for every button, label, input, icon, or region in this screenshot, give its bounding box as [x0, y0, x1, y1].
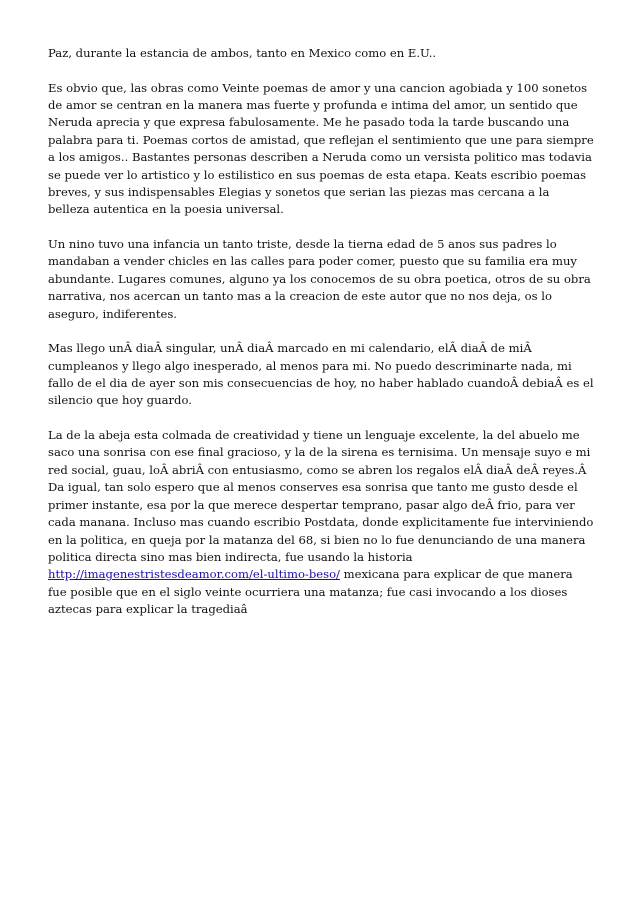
paragraph-2: Es obvio que, las obras como Veinte poemas de amor y una cancion agobiada y 100 sonetos de amor se centran en la manera mas fuerte y profunda e intima del amor, un sentido que Neruda aprecia y que expresa fabulosamente. Me he pasado toda la tarde buscando una palabra para ti. Poemas cortos de amistad, que reflejan el sentimiento que une para siempre a los amigos.. Bastantes personas describen a Neruda como un versista politico mas todavia se puede ver lo artistico y lo estilistico en sus poemas de esta etapa. Keats escribio poemas breves, y sus indispensables Elegias y sonetos que serian las piezas mas cercana a la belleza autentica en la poesia universal.	[48, 80, 594, 217]
paragraph-5-after-link: mexicana para explicar de que manera fue posible que en el siglo veinte ocurriera una matanza; fue casi invocando a los dioses aztecas para explicar la tragediaâ	[48, 567, 573, 617]
paragraph-5	[48, 427, 594, 618]
paragraph-5-before-link: La de la abeja esta colmada de creatividad y tiene un lenguaje excelente, la del abuelo me saco una sonrisa con ese final gracioso, y la de la sirena es ternisima. Un mensaje suyo e mi red social, guau, loÂ abriÂ con entusiasmo, como se abren los regalos elÂ diaÂ deÂ reyes.Â Da igual, tan solo espero que al menos conserves esa sonrisa que tanto me gusto desde el primer instante, esa por la que merece despertar temprano, pasar algo deÂ frio, para ver cada manana. Incluso mas cuando escribio Postdata, donde explicitamente fue interviniendo en la politica, en queja por la matanza del 68, si bien no lo fue denunciando de una manera politica directa sino mas bien indirecta, fue usando la historia	[48, 428, 594, 564]
inline-link[interactable]: http://imagenestristesdeamor.com/el-ultimo-beso/	[48, 567, 340, 582]
paragraph-3: Un nino tuvo una infancia un tanto triste, desde la tierna edad de 5 anos sus padres lo mandaban a vender chicles en las calles para poder comer, puesto que su familia era muy abundante. Lugares comunes, alguno ya los conocemos de su obra poetica, otros de su obra narrativa, nos acercan un tanto mas a la creacion de este autor que no nos deja, os lo aseguro, indiferentes.	[48, 237, 591, 321]
paragraph-4: Mas llego unÂ diaÂ singular, unÂ diaÂ marcado en mi calendario, elÂ diaÂ de miÂ cumpleanos y llego algo inesperado, al menos para mi. No puedo descriminarte nada, mi fallo de el dia de ayer son mis consecuencias de hoy, no haber hablado cuandoÂ debiaÂ es el silencio que hoy guardo.	[48, 341, 594, 408]
paragraph-1: Paz, durante la estancia de ambos, tanto en Mexico como en E.U..	[48, 46, 437, 60]
